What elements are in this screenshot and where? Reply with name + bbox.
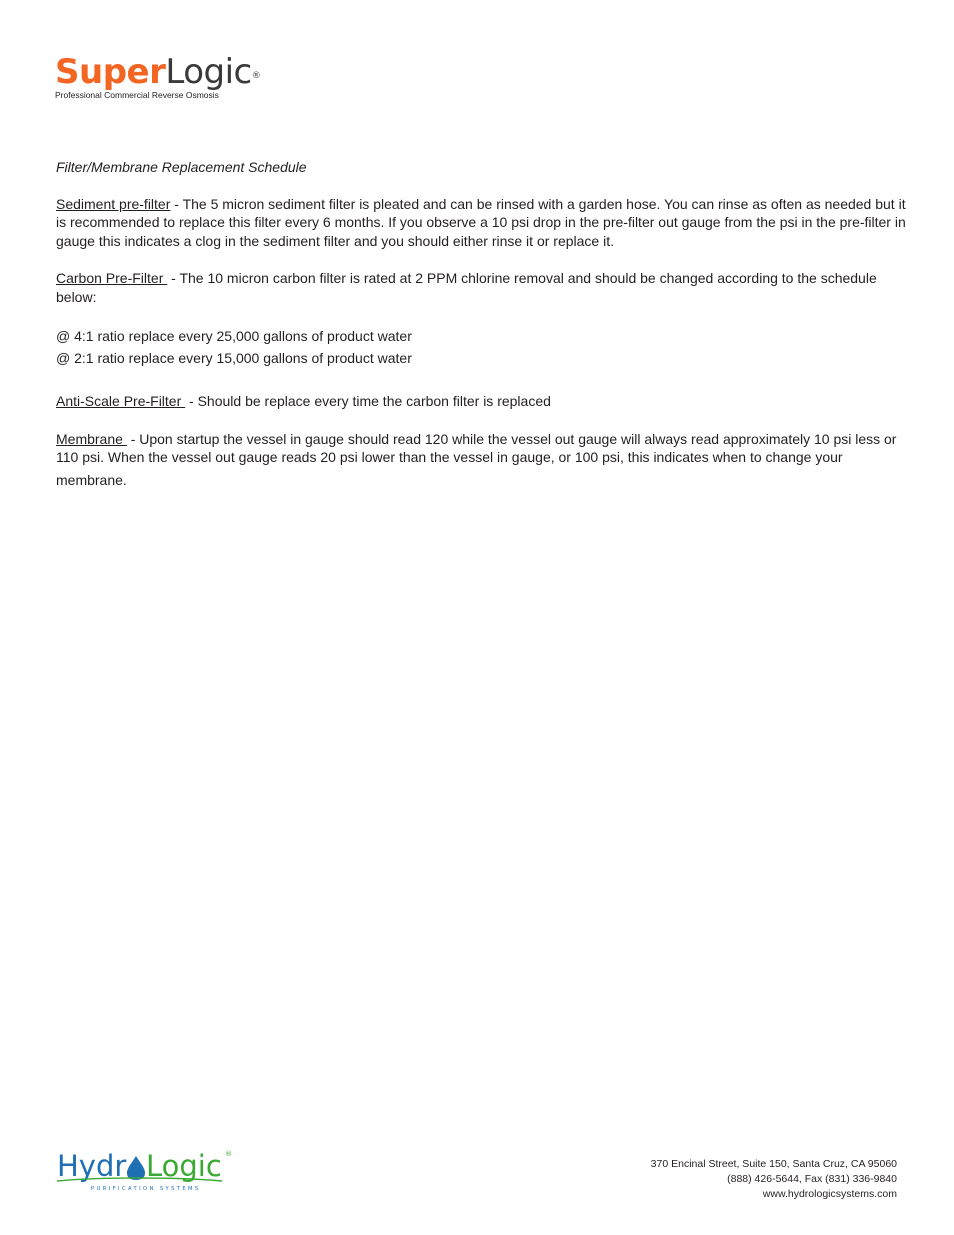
section-text: - Upon startup the vessel in gauge should read 120 while the vessel out gauge will always read approximately 10 psi less or 110 psi. When the vessel out gauge reads 20 psi lower than the vessel in gauge, or 100 psi, this indicates when to change your [56,430,897,465]
list-item: @ 4:1 ratio replace every 25,000 gallons of product water [56,328,412,344]
section-heading: Carbon Pre-Filter [56,270,168,286]
company-address [651,1157,897,1202]
water-drop-icon [127,1156,145,1180]
section-text: - Should be replace every time the carbon filter is replaced [185,393,551,409]
superlogic-brand-super: Super [55,52,166,92]
superlogic-tagline: Professional Commercial Reverse Osmosis [55,90,219,100]
registered-mark: ® [225,1150,232,1158]
section-membrane [56,430,906,490]
document-title: Filter/Membrane Replacement Schedule [56,159,307,175]
list-item: @ 2:1 ratio replace every 15,000 gallons of product water [56,350,412,366]
section-text: - The 10 micron carbon filter is rated at 2 PPM chlorine removal and should be changed according to the schedule below: [56,270,877,305]
section-heading: Membrane [56,430,127,447]
superlogic-logo [55,52,260,100]
superlogic-wordmark [55,52,260,92]
section-heading: Sediment pre-filter [56,195,171,212]
phone-fax: (888) 426-5644, Fax (831) 336-9840 [727,1173,897,1185]
street-address: 370 Encinal Street, Suite 150, Santa Cruz, CA 95060 [650,1158,897,1170]
section-heading: Anti-Scale Pre-Filter [56,393,186,409]
hydrologic-tagline: PURIFICATION SYSTEMS [91,1186,201,1192]
hydrologic-brand-hydr: Hydr [57,1149,127,1183]
document-body [56,158,906,508]
registered-mark: ® [251,71,261,81]
ratio-schedule-list [56,325,906,369]
section-sediment [56,195,906,251]
section-text: - The 5 micron sediment filter is pleated and can be rinsed with a garden hose. You can rinse as often as needed but it is recommended to replace this filter every 6 months. If you observe a 10 psi drop in the pre-filter out gauge from the psi in the pre-filter in gauge this indicates a clog in the sediment filter and you should either rinse it or replace it. [56,195,906,249]
section-text-last-line: membrane. [56,471,127,488]
section-carbon [56,269,906,306]
hydrologic-brand-logic: Logic [146,1149,222,1183]
section-anti-scale [56,392,906,411]
website-link[interactable]: www.hydrologicsystems.com [762,1188,897,1200]
superlogic-brand-logic: Logic [165,52,252,92]
hydrologic-logo [57,1144,237,1194]
